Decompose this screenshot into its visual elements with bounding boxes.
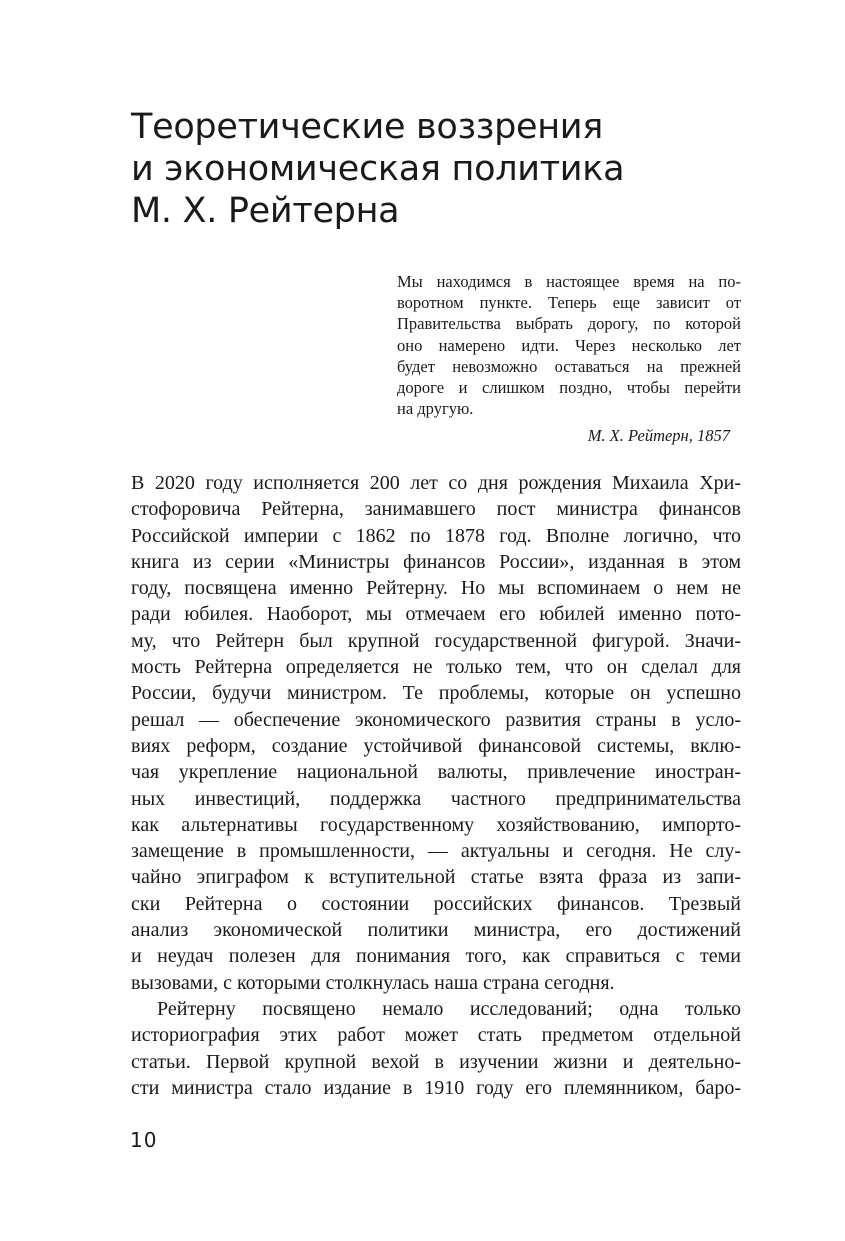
paragraph-1 — [131, 470, 741, 996]
chapter-title-line: М. Х. Рейтерна — [131, 191, 400, 231]
epigraph-line: дороге и слишком поздно, чтобы перейти — [397, 378, 741, 398]
text-line: году, посвящена именно Рейтерну. Но мы вспоминаем о нем не — [131, 577, 741, 600]
body-text — [131, 470, 741, 1101]
text-line: сти министра стало издание в 1910 году его племянником, баро- — [131, 1076, 741, 1099]
page-number: 10 — [130, 1128, 158, 1152]
epigraph-line: на другую. — [397, 399, 474, 419]
text-line: Российской империи с 1862 по 1878 год. Вполне логично, что — [131, 524, 741, 547]
chapter-title — [131, 106, 751, 232]
epigraph-line: будет невозможно оставаться на прежней — [397, 356, 741, 376]
text-line: вызовами, с которыми столкнулась наша страна сегодня. — [131, 971, 615, 994]
text-line: историография этих работ может стать предметом отдельной — [131, 1024, 741, 1047]
paragraph-2 — [131, 996, 741, 1101]
epigraph — [397, 271, 741, 419]
text-line: решал — обеспечение экономического развития страны в усло- — [131, 708, 741, 731]
text-line: ради юбилея. Наоборот, мы отмечаем его юбилей именно пото- — [131, 603, 741, 626]
text-line: чая укрепление национальной валюты, привлечение иностран- — [131, 761, 741, 784]
text-line: как альтернативы государственному хозяйствованию, импорто- — [131, 813, 741, 836]
text-line: ных инвестиций, поддержка частного предпринимательства — [131, 787, 741, 810]
text-line: России, будучи министром. Те проблемы, которые он успешно — [131, 682, 741, 705]
epigraph-line: воротном пункте. Теперь еще зависит от — [397, 293, 741, 313]
chapter-title-line: Теоретические воззрения — [131, 107, 604, 147]
text-line: Рейтерну посвящено немало исследований; одна только — [157, 997, 741, 1020]
text-line: му, что Рейтерн был крупной государственной фигурой. Значи- — [131, 629, 741, 652]
chapter-title-line: и экономическая политика — [131, 149, 625, 189]
text-line: замещение в промышленности, — актуальны и сегодня. Не слу- — [131, 840, 741, 863]
epigraph-line: Мы находимся в настоящее время на по- — [397, 272, 741, 291]
epigraph-author: М. Х. Рейтерн, 1857 — [587, 426, 730, 445]
text-line: чайно эпиграфом к вступительной статье взята фраза из запи- — [131, 866, 741, 889]
text-line: ски Рейтерна о состоянии российских финансов. Трезвый — [131, 892, 741, 915]
text-line: анализ экономической политики министра, его достижений — [131, 919, 741, 942]
text-line: и неудач полезен для понимания того, как справиться с теми — [131, 945, 741, 968]
epigraph-line: Правительства выбрать дорогу, по которой — [397, 314, 741, 334]
text-line: книга из серии «Министры финансов России», изданная в этом — [131, 550, 741, 573]
text-line: статьи. Первой крупной вехой в изучении жизни и деятельно- — [131, 1050, 741, 1073]
text-line: стофоровича Рейтерна, занимавшего пост министра финансов — [131, 498, 741, 521]
epigraph-line: оно намерено идти. Через несколько лет — [397, 335, 741, 355]
text-line: В 2020 году исполняется 200 лет со дня рождения Михаила Хри- — [131, 472, 741, 494]
text-line: мость Рейтерна определяется не только тем, что он сделал для — [131, 656, 741, 679]
text-line: виях реформ, создание устойчивой финансовой системы, вклю- — [131, 734, 741, 757]
